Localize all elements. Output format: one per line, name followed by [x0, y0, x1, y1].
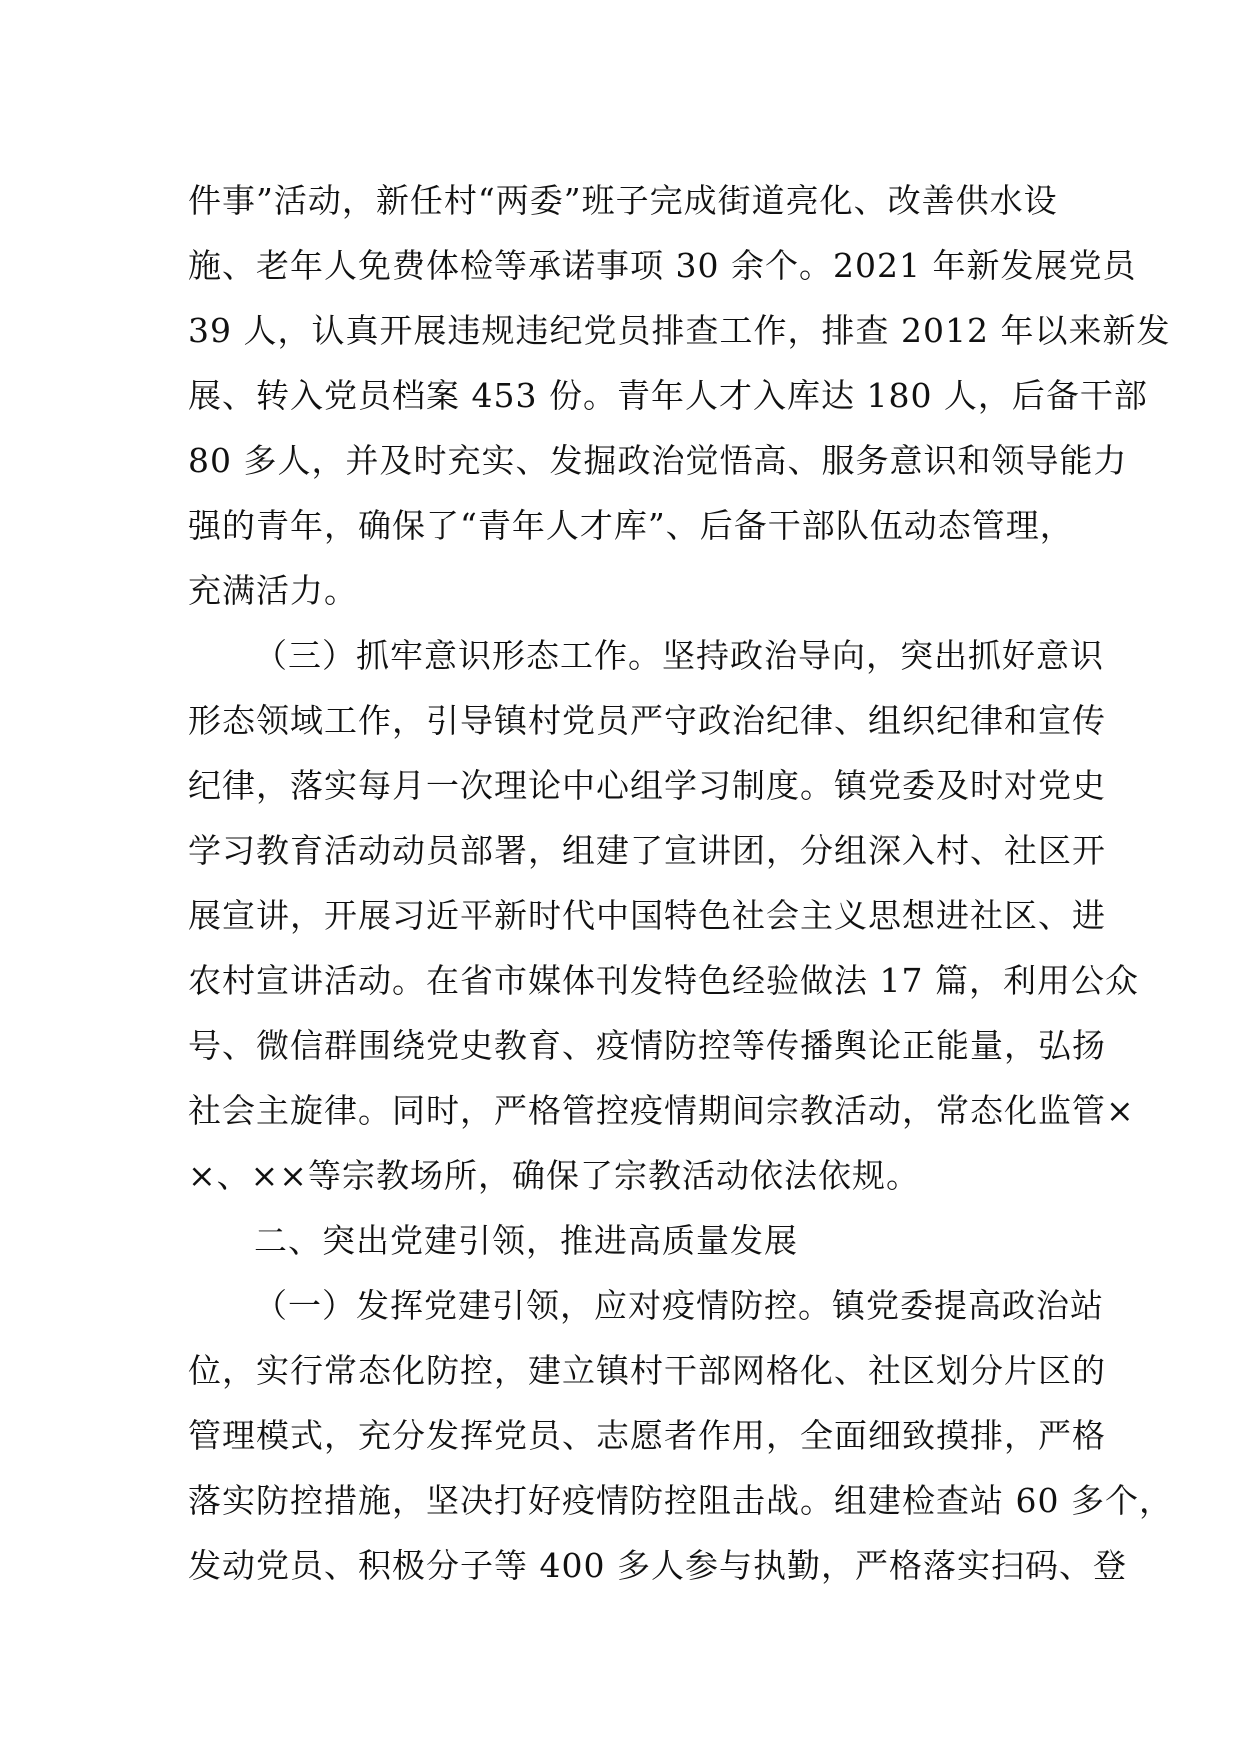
text-line: 发动党员、积极分子等 400 多人参与执勤，严格落实扫码、登 [188, 1546, 1127, 1585]
text-line: 学习教育活动动员部署，组建了宣讲团，分组深入村、社区开 [188, 831, 1106, 870]
text-line: 展、转入党员档案 453 份。青年人才入库达 180 人，后备干部 [188, 376, 1148, 415]
paragraph-ideology-work [188, 623, 1238, 1208]
text-line: 件事”活动，新任村“两委”班子完成街道亮化、改善供水设 [188, 181, 1058, 220]
text-line: 号、微信群围绕党史教育、疫情防控等传播舆论正能量，弘扬 [188, 1026, 1106, 1065]
text-line: 农村宣讲活动。在省市媒体刊发特色经验做法 17 篇，利用公众 [188, 961, 1139, 1000]
paragraph-epidemic-control [188, 1273, 1238, 1598]
heading-line: 二、突出党建引领，推进高质量发展 [254, 1221, 798, 1260]
document-body [188, 168, 1238, 1598]
section-heading [188, 1208, 1238, 1273]
text-line: 强的青年，确保了“青年人才库”、后备干部队伍动态管理， [188, 506, 1074, 545]
text-line: 39 人，认真开展违规违纪党员排查工作，排查 2012 年以来新发 [188, 311, 1171, 350]
text-line: 施、老年人免费体检等承诺事项 30 余个。2021 年新发展党员 [188, 246, 1137, 285]
text-line: 充满活力。 [188, 571, 358, 610]
text-line: 落实防控措施，坚决打好疫情防控阻击战。组建检查站 60 多个， [188, 1481, 1173, 1520]
text-line: 展宣讲，开展习近平新时代中国特色社会主义思想进社区、进 [188, 896, 1106, 935]
text-line: 管理模式，充分发挥党员、志愿者作用，全面细致摸排，严格 [188, 1416, 1106, 1455]
text-line: 位，实行常态化防控，建立镇村干部网格化、社区划分片区的 [188, 1351, 1106, 1390]
text-line: （一）发挥党建引领，应对疫情防控。镇党委提高政治站 [254, 1286, 1104, 1325]
text-line: 社会主旋律。同时，严格管控疫情期间宗教活动，常态化监管× [188, 1091, 1135, 1130]
text-line: 纪律，落实每月一次理论中心组学习制度。镇党委及时对党史 [188, 766, 1106, 805]
text-line: ×、××等宗教场所，确保了宗教活动依法依规。 [188, 1156, 920, 1195]
paragraph-continued [188, 168, 1238, 623]
text-line: 形态领域工作，引导镇村党员严守政治纪律、组织纪律和宣传 [188, 701, 1106, 740]
text-line: （三）抓牢意识形态工作。坚持政治导向，突出抓好意识 [254, 636, 1104, 675]
text-line: 80 多人，并及时充实、发掘政治觉悟高、服务意识和领导能力 [188, 441, 1128, 480]
